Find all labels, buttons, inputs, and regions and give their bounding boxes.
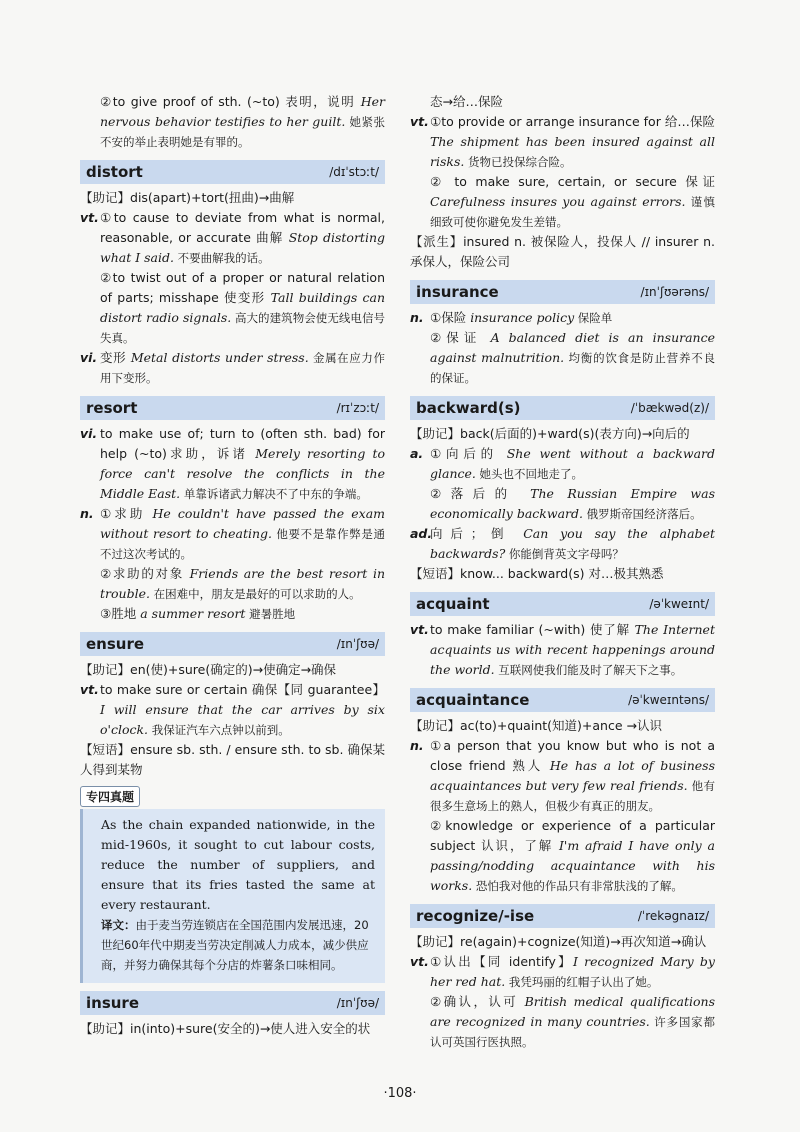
entry-header	[410, 688, 715, 712]
sense: ②确认，认可 British medical qualifications are recognized in many countries. 许多国家都认可英国行医执照。	[430, 994, 715, 1049]
sense: vt. ①to provide or arrange insurance for 给…保险 The shipment has been insured against all risks. 货物已投保综合险。	[410, 112, 715, 172]
entry-insure-continued	[410, 92, 715, 272]
headword: ensure	[86, 635, 145, 653]
entry-acquaint	[410, 592, 715, 680]
part-of-speech: n.	[410, 310, 424, 325]
pronunciation: /ˈrekəgnaɪz/	[637, 909, 709, 923]
pronunciation: /əˈkweɪnt/	[649, 597, 709, 611]
part-of-speech: vt.	[410, 954, 429, 969]
entry-header	[410, 592, 715, 616]
left-column	[80, 92, 385, 1039]
sense: ②to twist out of a proper or natural relation of parts; misshape 使变形 Tall buildings can distort radio signals. 高大的建筑物会使无线电信号失真。	[100, 270, 386, 345]
pronunciation: /əˈkweɪntəns/	[628, 693, 709, 707]
entry-header	[80, 991, 385, 1015]
part-of-speech: vt.	[410, 622, 429, 637]
headword: insure	[86, 994, 139, 1012]
sense: ②knowledge or experience of a particular subject 认识，了解 I'm afraid I have only a passing/nodding acquaintance with his works. 恐怕我对他的作品只有非常肤浅的了解。	[430, 818, 715, 893]
mnemonic: 【助记】in(into)+sure(安全的)→使人进入安全的状	[80, 1021, 371, 1036]
entry-header	[410, 280, 715, 304]
derivation: 【派生】insured n. 被保险人，投保人 // insurer n. 承保人，保险公司	[410, 234, 715, 269]
sense: ad. 向后；倒 Can you say the alphabet backwards? 你能倒背英文字母吗？	[410, 524, 715, 564]
entry-backwards	[410, 396, 715, 584]
mnemonic: 【助记】dis(apart)+tort(扭曲)→曲解	[80, 190, 295, 205]
sense: vt. ①认出【同 identify】I recognized Mary by her red hat. 我凭玛丽的红帽子认出了她。	[410, 952, 715, 992]
entry-header	[80, 160, 385, 184]
entry-resort	[80, 396, 385, 624]
mnemonic: 【助记】en(使)+sure(确定的)→使确定→确保	[80, 662, 337, 677]
sense: n. ①a person that you know but who is not a close friend 熟人 He has a lot of business acquaintances but very few real friends. 他有很多生意场上的熟人，但极少有真正的朋友。	[410, 736, 715, 816]
part-of-speech: a.	[410, 446, 424, 461]
entry-recognize	[410, 904, 715, 1052]
entry-header	[80, 632, 385, 656]
sense: n. ①求助 He couldn't have passed the exam without resort to cheating. 他要不是靠作弊是通不过这次考试的。	[80, 504, 385, 564]
exam-tag: 专四真题	[80, 786, 140, 807]
pronunciation: /ˈbækwəd(z)/	[630, 401, 709, 415]
entry-ensure	[80, 632, 385, 983]
sense: a. ①向后的 She went without a backward glance. 她头也不回地走了。	[410, 444, 715, 484]
mnemonic: 【助记】ac(to)+quaint(知道)+ance →认识	[410, 718, 662, 733]
pronunciation: /ɪnˈʃʊə/	[336, 637, 379, 651]
sense: vi. 变形 Metal distorts under stress. 金属在应力作用下变形。	[80, 348, 385, 388]
sense: ②to give proof of sth. (~to) 表明，说明 Her nervous behavior testifies to her guilt. 她紧张不安的举止表明她是有罪的。	[100, 94, 385, 149]
part-of-speech: vi.	[80, 426, 98, 441]
mnemonic: 【助记】back(后面的)+ward(s)(表方向)→向后的	[410, 426, 690, 441]
sense: vt. to make sure or certain 确保【同 guarantee】I will ensure that the car arrives by six o'clock. 我保证汽车六点钟以前到。	[80, 680, 385, 740]
part-of-speech: vt.	[410, 114, 429, 129]
sense: vi. to make use of; turn to (often sth. bad) for help (~to)求助，诉诸 Merely resorting to force can't resolve the conflicts in the Middle East. 单靠诉诸武力解决不了中东的争端。	[80, 424, 385, 504]
headword: backward(s)	[416, 399, 521, 417]
pronunciation: /rɪˈzɔːt/	[336, 401, 379, 415]
headword: distort	[86, 163, 143, 181]
part-of-speech: vt.	[80, 682, 99, 697]
entry-header	[410, 396, 715, 420]
sense: ②落后的 The Russian Empire was economically backward. 俄罗斯帝国经济落后。	[430, 486, 715, 521]
part-of-speech: vi.	[80, 350, 98, 365]
sense: n. ①保险 insurance policy 保险单	[410, 308, 715, 328]
phrase: 【短语】know... backward(s) 对…极其熟悉	[410, 566, 664, 581]
headword: acquaint	[416, 595, 490, 613]
entry-header	[410, 904, 715, 928]
headword: acquaintance	[416, 691, 530, 709]
sense: vt. ①to cause to deviate from what is normal, reasonable, or accurate 曲解 Stop distorting what I said. 不要曲解我的话。	[80, 208, 385, 268]
pronunciation: /ɪnˈʃʊə/	[336, 996, 379, 1010]
entry-acquaintance	[410, 688, 715, 896]
part-of-speech: n.	[410, 738, 424, 753]
entry-insure	[80, 991, 385, 1039]
entry-distort	[80, 160, 385, 388]
part-of-speech: vt.	[80, 210, 99, 225]
sense: ③胜地 a summer resort 避暑胜地	[100, 606, 296, 621]
sense: ② to make sure, certain, or secure 保证 Carefulness insures you against errors. 谨慎细致可使你避免发生差错。	[430, 174, 715, 229]
mnemonic: 【助记】re(again)+cognize(知道)→再次知道→确认	[410, 934, 707, 949]
sense: vt. to make familiar (~with) 使了解 The Internet acquaints us with recent happenings around the world. 互联网使我们能及时了解天下之事。	[410, 620, 715, 680]
exam-translation: 译文：由于麦当劳连锁店在全国范围内发展迅速，20世纪60年代中期麦当劳决定削减人力成本，减少供应商，并努力确保其每个分店的炸薯条口味相同。	[101, 918, 369, 972]
sense: ②求助的对象 Friends are the best resort in trouble. 在困难中，朋友是最好的可以求助的人。	[100, 566, 385, 601]
headword: recognize/-ise	[416, 907, 535, 925]
part-of-speech: n.	[80, 506, 94, 521]
phrase: 【短语】ensure sb. sth. / ensure sth. to sb. 确保某人得到某物	[80, 742, 385, 777]
right-column	[410, 92, 715, 1052]
entry-testify-continued	[80, 92, 385, 152]
headword: resort	[86, 399, 138, 417]
part-of-speech: ad.	[410, 526, 433, 541]
mnemonic-continued: 态→给…保险	[430, 94, 503, 109]
sense: ②保证 A balanced diet is an insurance against malnutrition. 均衡的饮食是防止营养不良的保证。	[430, 330, 715, 385]
pronunciation: /dɪˈstɔːt/	[329, 165, 379, 179]
page-number: ·108·	[383, 1086, 417, 1101]
entry-insurance	[410, 280, 715, 388]
exam-excerpt-box	[80, 809, 385, 983]
pronunciation: /ɪnˈʃʊərəns/	[640, 285, 709, 299]
headword: insurance	[416, 283, 499, 301]
exam-excerpt: As the chain expanded nationwide, in the mid-1960s, it sought to cut labour costs, reduce the number of suppliers, and ensure that its fries tasted the same at every restaurant.	[101, 817, 375, 912]
entry-header	[80, 396, 385, 420]
